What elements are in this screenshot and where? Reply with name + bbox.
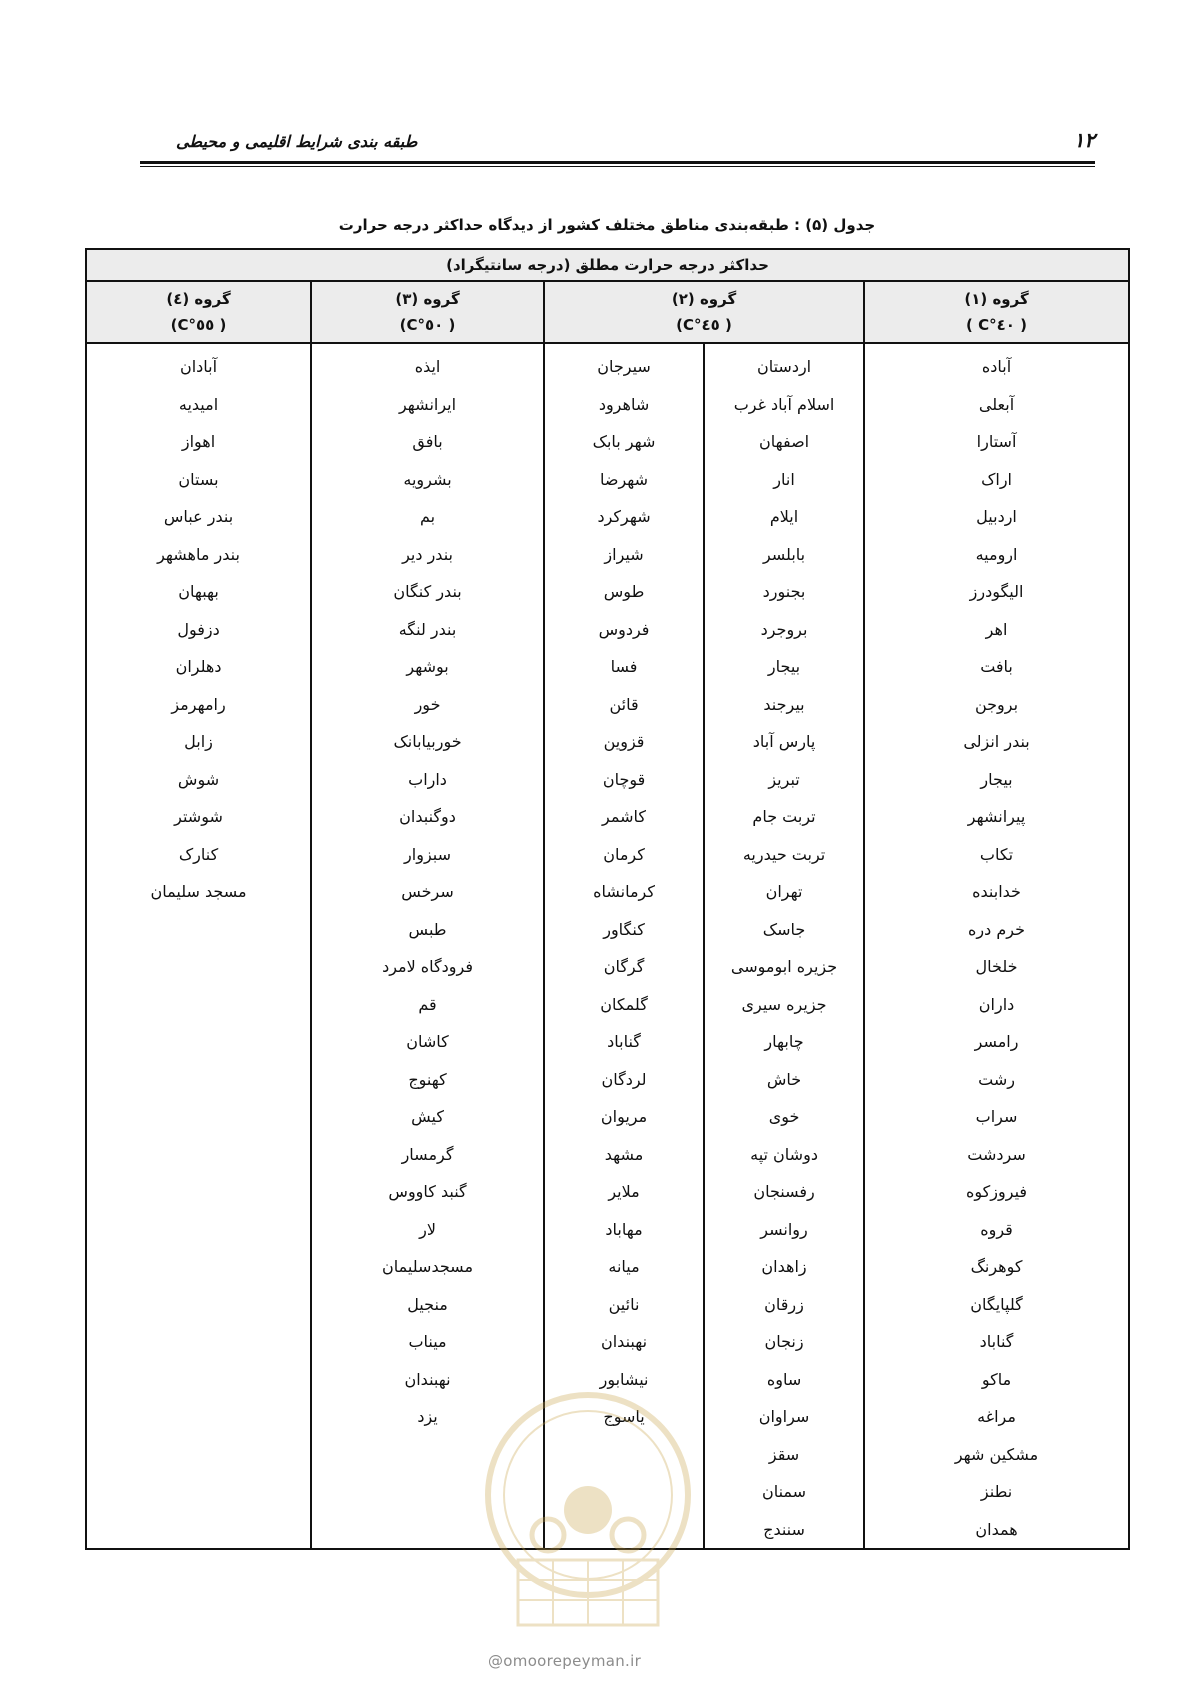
table-cell: زاهدان [761, 1257, 807, 1276]
table-cell: آبعلی [978, 394, 1015, 414]
table-cell: بوشهر [406, 657, 449, 676]
group-4-column [86, 343, 311, 1549]
table-cell: داراب [408, 769, 447, 789]
table-cell: اهواز [181, 432, 216, 451]
table-cell: بابلسر [762, 544, 806, 564]
table-cell: مریوان [600, 1107, 648, 1126]
table-cell: شوش [177, 769, 220, 789]
table-cell: کاشان [406, 1032, 449, 1051]
table-cell: بشرویه [403, 469, 452, 489]
table-cell: اسلام آباد غرب [733, 394, 835, 414]
group-1-column [864, 343, 1129, 1549]
table-cell: سردشت [967, 1144, 1026, 1164]
group-1-header [864, 281, 1129, 343]
table-cell: پیرانشهر [967, 807, 1026, 826]
table-cell: اصفهان [758, 432, 810, 451]
table-cell: بندر کنگان [393, 582, 462, 601]
running-title: طبقه بندی شرایط اقلیمی و محیطی [176, 132, 418, 151]
group-3-column [311, 343, 544, 1549]
table-cell: گرمسار [401, 1144, 454, 1164]
table-cell: سنندج [763, 1519, 805, 1539]
table-cell: خدابنده [972, 882, 1021, 901]
table-cell: کهنوج [408, 1069, 447, 1089]
table-cell: فسا [610, 657, 638, 676]
table-cell: رشت [978, 1069, 1015, 1089]
table-cell: شهرضا [599, 469, 649, 489]
group-3-label: گروه (۳) [395, 290, 460, 308]
table-cell: دوشان تپه [750, 1144, 818, 1164]
table-cell: دهلران [175, 657, 222, 676]
table-cell: گناباد [607, 1032, 641, 1051]
table-cell: ایذه [414, 357, 441, 376]
table-cell: بروجرد [760, 619, 808, 639]
table-cell: بندر لنگه [398, 619, 457, 639]
group-4-temp: ( ٥٥°C) [170, 316, 227, 334]
table-cell: بافق [412, 432, 443, 451]
table-cell: مسجد سلیمان [150, 882, 247, 901]
table-cell: ساوه [766, 1369, 802, 1389]
table-cell: بندر دیر [402, 544, 453, 564]
table-cell: بیجار [767, 657, 801, 676]
table-cell: تربت حیدریه [742, 844, 826, 864]
table-cell: بافت [980, 657, 1013, 676]
table-cell: امیدیه [178, 394, 219, 414]
table-cell: رامسر [974, 1032, 1019, 1051]
group-2-header [544, 281, 864, 343]
table-cell: کوهرنگ [970, 1257, 1023, 1276]
table-cell: مسجدسلیمان [382, 1257, 474, 1276]
table-cell: فردوس [598, 619, 650, 639]
table-cell: گرگان [603, 957, 645, 976]
table-cell: ایرانشهر [398, 394, 457, 414]
table-cell: آباده [981, 357, 1012, 376]
table-cell: نطنز [980, 1482, 1013, 1501]
table-cell: یزد [417, 1407, 438, 1426]
table-cell: کنارک [178, 844, 219, 864]
table-cell: نیشابور [599, 1369, 649, 1389]
table-cell: خور [414, 694, 441, 714]
table-cell: قوچان [602, 769, 646, 789]
table-cell: خوربیابانک [393, 732, 462, 751]
table-cell: شهر بابک [592, 432, 656, 451]
table-cell: بستان [178, 469, 219, 489]
table-cell: داران [978, 994, 1015, 1014]
table-cell: بیجار [980, 769, 1013, 789]
table-cell: نهبندان [600, 1332, 648, 1351]
table-cell: دزفول [177, 619, 220, 639]
table-cell: منجیل [407, 1294, 448, 1314]
table-cell: یاسوج [603, 1407, 645, 1426]
table-cell: سراوان [758, 1407, 810, 1426]
table-cell: خوی [768, 1107, 800, 1126]
table-cell: جزیره سیری [741, 994, 827, 1014]
table-cell: شاهرود [598, 394, 650, 414]
group-2-temp: ( ٤٥°C) [676, 316, 732, 334]
table-cell: خرم دره [968, 919, 1025, 939]
table-cell: گنبد کاووس [388, 1182, 467, 1201]
table-cell: قم [418, 994, 437, 1014]
table-cell: سبزوار [404, 844, 452, 864]
group-3-header [311, 281, 544, 343]
group-1-label: گروه (۱) [964, 290, 1029, 308]
table-cell: مراغه [977, 1407, 1016, 1426]
table-cell: خاش [766, 1069, 802, 1089]
table-cell: سقز [768, 1444, 800, 1464]
table-cell: کرمانشاه [593, 882, 655, 901]
header-rule-thick [140, 161, 1095, 164]
table-cell: رفسنجان [753, 1182, 815, 1201]
table-cell: بندر عباس [163, 507, 234, 526]
table-cell: آستارا [976, 432, 1017, 451]
table-cell: میناب [408, 1332, 447, 1351]
table-cell: بندر ماهشهر [157, 544, 240, 564]
group-2-label: گروه (۲) [671, 290, 737, 308]
table-cell: سرخس [401, 882, 454, 901]
table-cell: انار [773, 469, 795, 489]
table-cell: تربت جام [752, 807, 816, 826]
table-cell: گلپایگان [970, 1294, 1023, 1314]
table-cell: شیراز [604, 544, 644, 564]
group-4-label: گروه (٤) [166, 290, 231, 308]
table-cell: جزیره ابوموسی [730, 957, 838, 976]
watermark-url: @omoorepeyman.ir [488, 1652, 642, 1670]
table-cell: ماکو [981, 1369, 1012, 1389]
table-cell: بجنورد [762, 582, 806, 601]
group-2-column-a [704, 343, 864, 1549]
group-2-column-b [544, 343, 704, 1549]
table-cell: شوشتر [174, 807, 223, 826]
table-cell: فیروزکوه [966, 1182, 1028, 1201]
table-cell: کاشمر [602, 807, 647, 826]
table-cell: بهبهان [178, 582, 219, 601]
page-header [140, 120, 1095, 160]
table-cell: ایلام [769, 507, 799, 526]
table-cell: نائین [608, 1294, 640, 1314]
header-rule-thin [140, 166, 1095, 167]
table-cell: بم [419, 507, 436, 526]
table-cell: قروه [980, 1219, 1013, 1239]
table-cell: دوگنبدان [399, 807, 456, 826]
table-cell: تکاب [979, 844, 1014, 864]
table-cell: چابهار [764, 1032, 804, 1051]
table-cell: طبس [408, 919, 447, 939]
table-cell: بیرجند [763, 694, 805, 714]
table-cell: تبریز [768, 769, 800, 789]
table-cell: زنجان [764, 1332, 804, 1351]
group-4-header [86, 281, 311, 343]
table-cell: تهران [765, 882, 803, 901]
table-cell: ملایر [608, 1182, 640, 1201]
table-cell: گلمکان [600, 994, 648, 1014]
table-cell: کیش [411, 1107, 444, 1126]
table-cell: لردگان [601, 1069, 647, 1089]
table-cell: مشهد [604, 1144, 644, 1164]
table-cell: آبادان [179, 357, 218, 376]
table-cell: خلخال [975, 957, 1018, 976]
table-cell: بندر انزلی [963, 732, 1030, 751]
table-cell: رامهرمز [171, 694, 226, 714]
table-cell: الیگودرز [969, 582, 1024, 601]
table-cell: ارومیه [975, 544, 1018, 564]
table-cell: مشکین شهر [954, 1444, 1039, 1464]
page-number: ۱۲ [1073, 128, 1095, 152]
table-cell: نهبندان [404, 1369, 451, 1389]
table-cell: اراک [981, 469, 1012, 489]
table-cell: زرقان [764, 1294, 804, 1314]
table-cell: زابل [184, 732, 213, 751]
table-top-heading: حداکثر درجه حرارت مطلق (درجه سانتیگراد) [86, 249, 1129, 281]
table-cell: کنگاور [603, 919, 645, 939]
table-caption: جدول (۵) : طبقه‌بندی مناطق مختلف کشور از دیدگاه حداکثر درجه حرارت [338, 216, 876, 234]
table-cell: قائن [609, 694, 639, 714]
table-cell: پارس آباد [752, 732, 816, 751]
table-cell: کرمان [603, 844, 645, 864]
table-cell: قزوین [603, 732, 645, 751]
table-cell: روانسر [760, 1219, 808, 1239]
table-cell: بروجن [974, 694, 1019, 714]
table-cell: اردبیل [976, 507, 1017, 526]
table-cell: همدان [975, 1519, 1018, 1539]
table-cell: جاسک [762, 919, 806, 939]
table-cell: شهرکرد [597, 507, 651, 526]
table-cell: مهاباد [605, 1219, 643, 1239]
table-cell: اردستان [756, 357, 812, 376]
group-1-temp: ( ٤٠°C ) [966, 316, 1028, 334]
table-cell: سراب [975, 1107, 1018, 1126]
table-cell: لار [419, 1219, 436, 1239]
table-cell: سیرجان [597, 357, 651, 376]
table-cell: فرودگاه لامرد [382, 957, 473, 976]
temperature-table [85, 248, 1130, 1550]
table-cell: طوس [603, 582, 645, 601]
table-cell: میانه [608, 1257, 640, 1276]
table-cell: سمنان [761, 1482, 807, 1501]
table-cell: گناباد [979, 1332, 1014, 1351]
group-3-temp: ( ٥٠°C) [399, 316, 456, 334]
table-cell: اهر [985, 619, 1008, 639]
